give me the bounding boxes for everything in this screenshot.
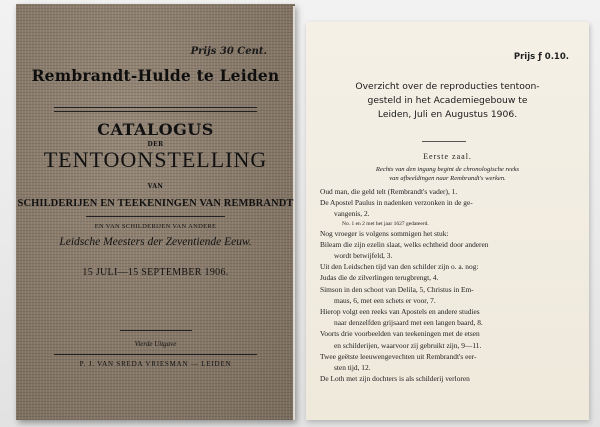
booklet-date: 15 JULI—15 SEPTEMBER 1906. [82,267,229,278]
booklet-edition: Vierde Uitgave [134,340,177,348]
leaflet-body-line: No. 1 en 2 met het jaar 1627 gedateerd. [342,220,429,227]
booklet-der: DER [147,141,164,148]
leaflet-price: Prijs ƒ 0.10. [513,52,569,62]
leaflet-body-line: Simson in den schoot van Delila, 5, Christus in Em- [320,284,474,294]
leaflet-body-line: Uit den Leidschen tijd van den schilder zijn o. a. nog: [320,262,479,272]
leaflet-body-line: Judas die de zilverlingen terugbrengt, 4. [320,273,439,283]
footer-rule [54,354,257,355]
overview-leaflet [306,22,589,420]
leaflet-body-line: Oud man, die geld telt (Rembrandt's vader), 1. [320,187,458,196]
leaflet-body-line: De Loth met zijn dochters is als schilderij verloren [320,374,470,384]
uitgave-rule [120,330,192,331]
title-rule-top [54,107,257,108]
leaflet-title [306,80,589,122]
booklet-leidsche: Leidsche Meesters der Zeventiende Eeuw. [59,236,252,248]
leaflet-body-line: en schilderijen, waarvoor zij gebruikt zijn, 9—11. [334,340,482,350]
leaflet-body-line: vangenis, 2. [334,209,370,219]
leaflet-body-line: Nog vroeger is volgens sommigen het stuk: [320,228,449,238]
leaflet-title-line: Overzicht over de reproducties tentoon- [355,81,540,92]
subtitle-rule [86,216,225,217]
leaflet-title-line: Leiden, Juli en Augustus 1906. [377,109,518,120]
title-rule-bottom [54,111,257,112]
booklet-van: VAN [147,183,164,190]
booklet-publisher: P. J. VAN SREDA VRIESMAN — LEIDEN [79,360,232,368]
booklet-title: Rembrandt-Hulde te Leiden [31,66,280,85]
booklet-price: Prijs 30 Cent. [190,46,267,57]
leaflet-subtitle-line: van afbeeldingen naar Rembrandt's werken. [389,175,506,182]
booklet-tentoonstelling: TENTOONSTELLING [43,147,268,172]
leaflet-body-text [320,186,582,384]
leaflet-body-line: sten tijd, 12. [334,363,371,373]
leaflet-body-line: naar denzelfden grijsaard met een langen baard, 8. [334,318,483,328]
leaflet-body-line: De Apostel Paulus in nadenken verzonken in de ge- [320,198,473,208]
leaflet-title-line: gesteld in het Academiegebouw te [367,95,528,106]
leaflet-body-line: maus, 6, met een schets er voor, 7. [334,295,436,305]
leaflet-body-line: Hierop volgt een reeks van Apostels en andere studies [320,307,480,317]
booklet-en-van: EN VAN SCHILDERIJEN VAN ANDERE [94,223,217,230]
leaflet-body-line: Voorts drie voorbeelden van teekeningen met de etsen [320,329,480,339]
leaflet-body-line: wordt betwijfeld, 3. [334,251,393,261]
booklet-catalogus: CATALOGUS [97,120,214,139]
leaflet-divider [422,141,466,142]
leaflet-subtitle-line: Rechts van den ingang begint de chronologische reeks [375,166,520,173]
catalogue-booklet-cover [16,4,295,420]
leaflet-section-heading: Eerste zaal. [423,152,472,161]
leaflet-body-line: Twee geëtste leeuwengevechten uit Rembrandt's eer- [320,351,477,361]
leaflet-body-line: Bileam die zijn ezelin slaat, welks echtheid door anderen [320,239,489,249]
leaflet-subtitle [316,165,579,183]
booklet-schilderijen: SCHILDERIJEN EN TEEKENINGEN VAN REMBRANDT [17,198,294,209]
